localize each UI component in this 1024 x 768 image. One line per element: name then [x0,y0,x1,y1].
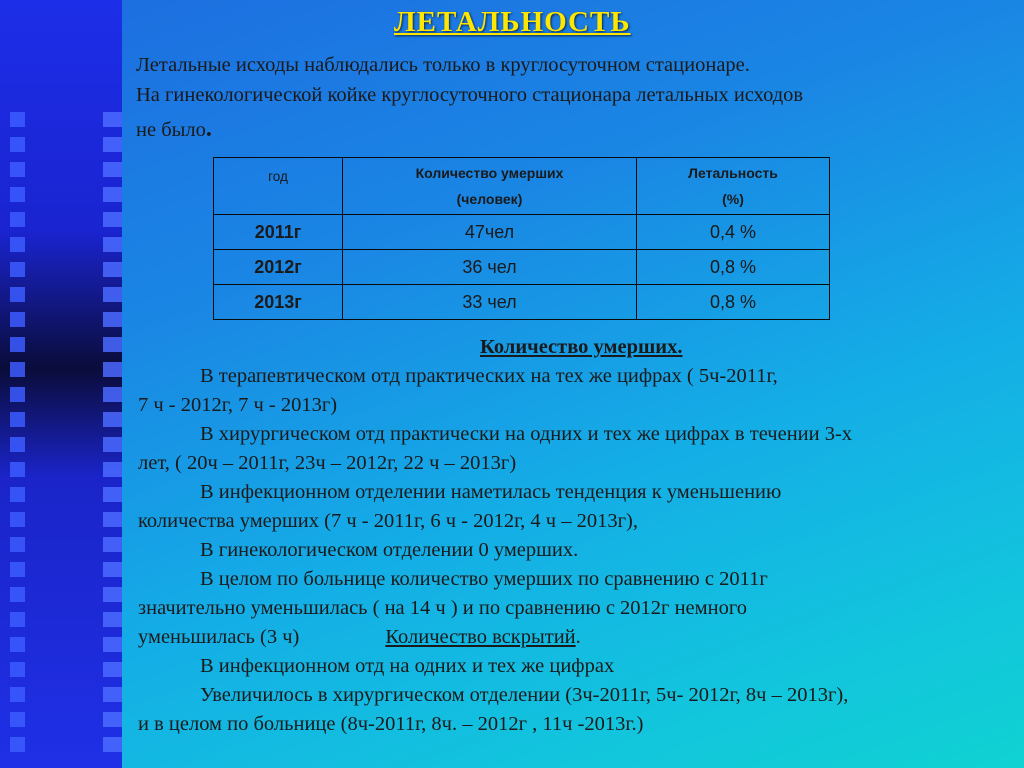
decor-square [103,412,122,427]
para-autopsy-infection: В инфекционном отд на одних и тех же цифрах [200,655,615,677]
table-header-row [214,158,830,215]
decor-square [103,362,122,377]
decor-square [10,387,25,402]
decor-square [10,162,25,177]
decor-square [10,262,25,277]
para-therapy-1: В терапевтическом отд практических на тех же цифрах ( 5ч-2011г, [200,365,778,387]
intro-text [136,50,1006,145]
decor-square [103,437,122,452]
cell-deaths: 47чел [343,215,637,250]
decor-square [10,237,25,252]
decor-square [103,587,122,602]
para-infection-1: В инфекционном отделении наметилась тенденция к уменьшению [200,481,782,503]
decor-square [10,712,25,727]
para-surgery-2: лет, ( 20ч – 2011г, 23ч – 2012г, 22 ч – 2013г) [138,452,517,474]
para-autopsy-surgery: Увеличилось в хирургическом отделении (3ч-2011г, 5ч- 2012г, 8ч – 2013г), [200,684,849,706]
decor-square [103,237,122,252]
para-therapy-2: 7 ч - 2012г, 7 ч - 2013г) [138,394,338,416]
para-gynecology: В гинекологическом отделении 0 умерших. [200,539,579,561]
header-lethality-label: Летальность [688,165,778,181]
decor-square [10,662,25,677]
decor-square [103,262,122,277]
decor-square [10,637,25,652]
cell-rate: 0,4 % [637,215,830,250]
decor-square [103,162,122,177]
left-decorative-bar [0,0,122,768]
decor-square [103,387,122,402]
intro-line-3: не было [136,119,206,141]
autopsy-heading: Количество вскрытий [385,626,576,648]
decor-square [10,512,25,527]
decor-square [10,562,25,577]
decor-square [10,437,25,452]
para-infection-2: количества умерших (7 ч - 2011г, 6 ч - 2012г, 4 ч – 2013г), [138,510,638,532]
cell-deaths: 33 чел [343,285,637,320]
header-deaths-label: Количество умерших [415,165,564,181]
header-deaths-unit: (человек) [456,191,523,207]
para-hospital-3-text: уменьшилась (3 ч) [138,626,300,648]
decor-square [10,287,25,302]
cell-year: 2011г [214,215,343,250]
intro-line-2: На гинекологической койке круглосуточного стационара летальных исходов [136,84,804,106]
decor-square [10,337,25,352]
decor-square [103,662,122,677]
decor-square [103,537,122,552]
para-hospital-3 [138,623,1018,652]
autopsy-heading-end: . [575,626,581,648]
decor-square [103,737,122,752]
intro-line-1: Летальные исходы наблюдались только в круглосуточном стационаре. [136,54,750,76]
decor-square [103,137,122,152]
decor-square [103,637,122,652]
deaths-heading: Количество умерших. [480,336,683,358]
decor-square [10,137,25,152]
decor-square [103,562,122,577]
table-row [214,215,830,250]
slide-title: ЛЕТАЛЬНОСТЬ [394,6,631,38]
decor-square [10,587,25,602]
cell-deaths: 36 чел [343,250,637,285]
body-text [138,333,1018,739]
decor-square [103,462,122,477]
slide [122,0,1024,768]
cell-rate: 0,8 % [637,250,830,285]
table-row [214,285,830,320]
decor-square [103,187,122,202]
decor-square [10,487,25,502]
decor-square [10,537,25,552]
header-deaths [343,158,637,215]
header-lethality [637,158,830,215]
para-autopsy-hospital: и в целом по больнице (8ч-2011г, 8ч. – 2012г , 11ч -2013г.) [138,713,644,735]
cell-year: 2012г [214,250,343,285]
decor-square [103,487,122,502]
decor-square [103,337,122,352]
para-hospital-2: значительно уменьшилась ( на 14 ч ) и по сравнению с 2012г немного [138,597,747,619]
decor-square [10,362,25,377]
decor-square [10,612,25,627]
table-row [214,250,830,285]
decor-square [103,112,122,127]
intro-line-3-end: . [205,116,212,142]
para-hospital-1: В целом по больнице количество умерших по сравнению с 2011г [200,568,768,590]
decor-square [10,462,25,477]
decor-square [10,187,25,202]
header-lethality-unit: (%) [722,191,744,207]
decor-square [103,687,122,702]
decor-square [103,712,122,727]
decor-square [10,212,25,227]
decor-square [103,212,122,227]
cell-year: 2013г [214,285,343,320]
decor-square [10,737,25,752]
decor-square [10,687,25,702]
decor-square [10,312,25,327]
decor-square [10,412,25,427]
header-year: год [214,158,343,215]
decor-square [10,112,25,127]
cell-rate: 0,8 % [637,285,830,320]
decor-square [103,612,122,627]
mortality-table [213,157,830,320]
decor-square [103,287,122,302]
para-surgery-1: В хирургическом отд практически на одних и тех же цифрах в течении 3-х [200,423,853,445]
decor-square [103,312,122,327]
decor-square [103,512,122,527]
